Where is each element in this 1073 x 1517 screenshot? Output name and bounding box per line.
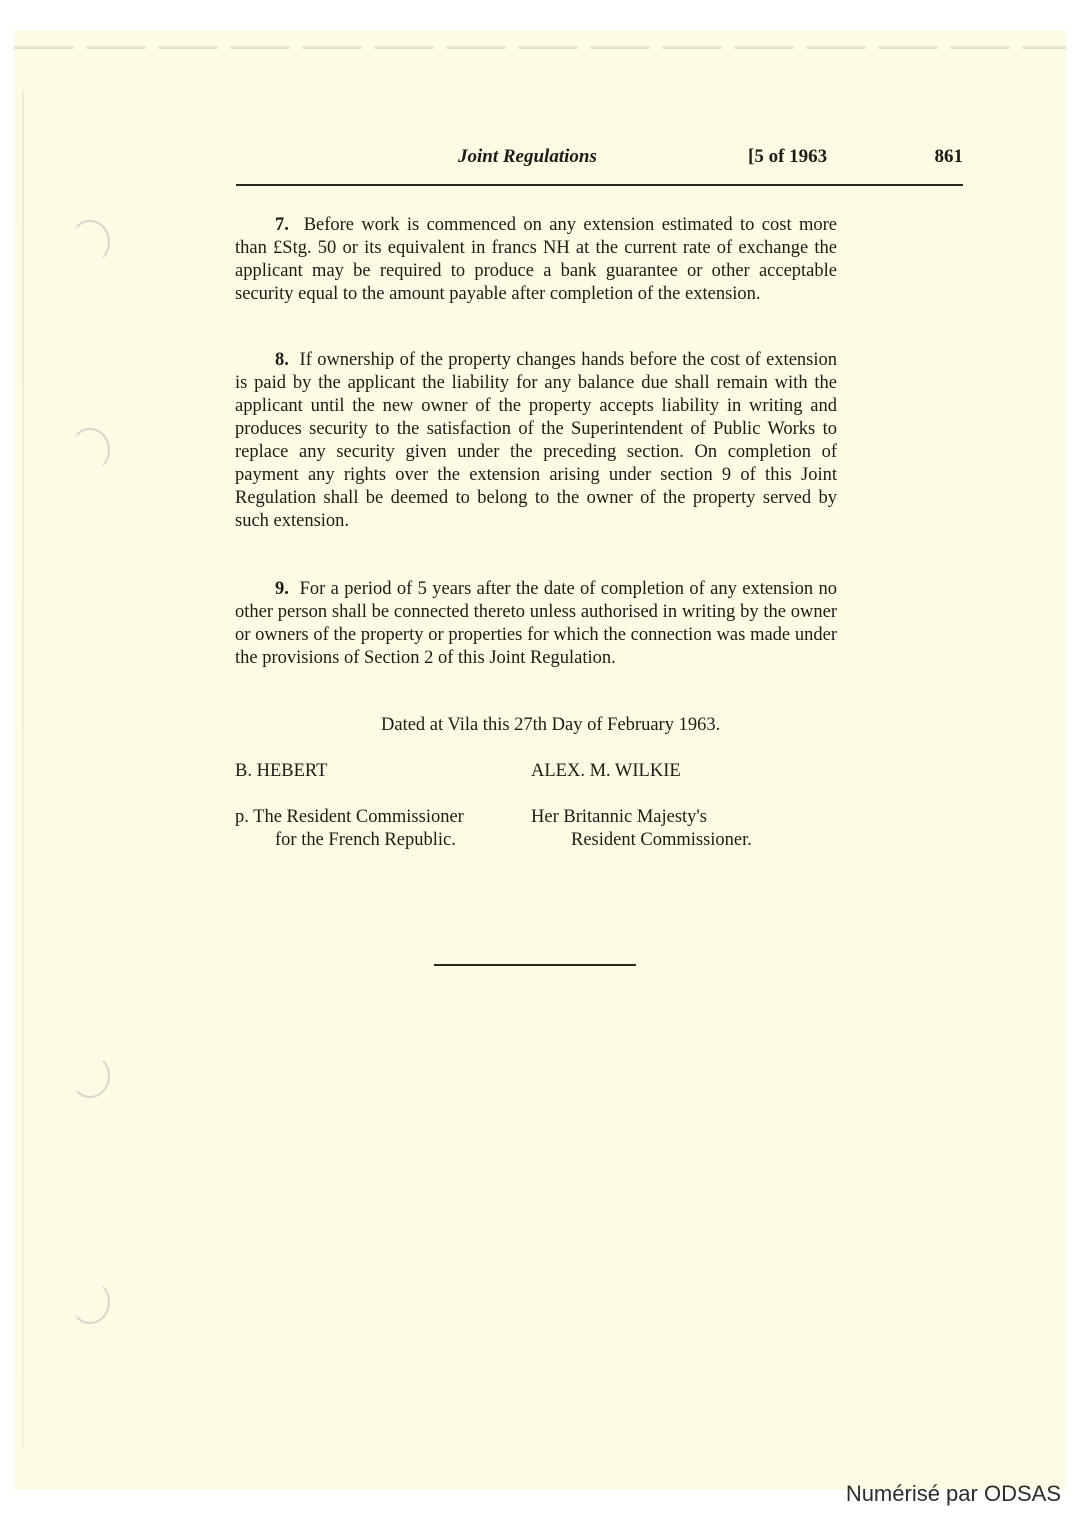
dated-line: Dated at Vila this 27th Day of February 1963. [381,715,721,735]
paragraph-8 [235,349,837,533]
signatory-left-title-line1: p. The Resident Commissioner [235,807,464,827]
header-reference: [5 of 1963 [748,146,828,167]
signatory-left-title [235,806,464,852]
closing-rule [434,964,636,966]
punch-hole [70,1054,110,1098]
page-left-edge [22,90,24,1450]
paragraph-text: Before work is commenced on any extension estimated to cost more than £Stg. 50 or its equivalent in francs NH at the current rate of exchange the applicant may be required to produce a bank guarantee or other acceptable security equal to the amount payable after completion of the extension. [235,215,837,304]
running-header [238,146,963,172]
signatory-left-name: B. HEBERT [235,761,328,781]
page-number: 861 [934,146,963,167]
paragraph-7 [235,214,837,306]
signatory-left-title-line2: for the French Republic. [275,830,456,850]
header-rule [236,184,963,186]
paragraph-number: 9. [275,579,289,599]
signatory-right-title [531,806,752,852]
paragraph-text: For a period of 5 years after the date of completion of any extension no other person shall be connected thereto unless authorised in writing by the owner or owners of the property or properties for which the connection was made under the provisions of Section 2 of this Joint Regulation. [235,579,837,668]
punch-hole [70,1280,110,1324]
signatory-right-title-line2: Resident Commissioner. [571,830,752,850]
page-top-edge [14,46,1066,49]
signatory-right-name: ALEX. M. WILKIE [531,761,681,781]
paragraph-number: 8. [275,350,289,370]
paragraph-text: If ownership of the property changes hands before the cost of extension is paid by the applicant the liability for any balance due shall remain with the applicant until the new owner of the property accepts liability in writing and produces security to the satisfaction of the Superintendent of Public Works to replace any security given under the preceding section. On completion of payment any rights over the extension arising under section 9 of this Joint Regulation shall be deemed to belong to the owner of the property served by such extension. [235,350,838,531]
punch-hole [70,220,110,264]
punch-hole [70,428,110,472]
header-title: Joint Regulations [458,146,597,167]
paragraph-number: 7. [275,215,289,235]
signatory-right-title-line1: Her Britannic Majesty's [531,807,707,827]
digitization-credit: Numérisé par ODSAS [845,1481,1061,1506]
paragraph-9 [235,578,837,670]
